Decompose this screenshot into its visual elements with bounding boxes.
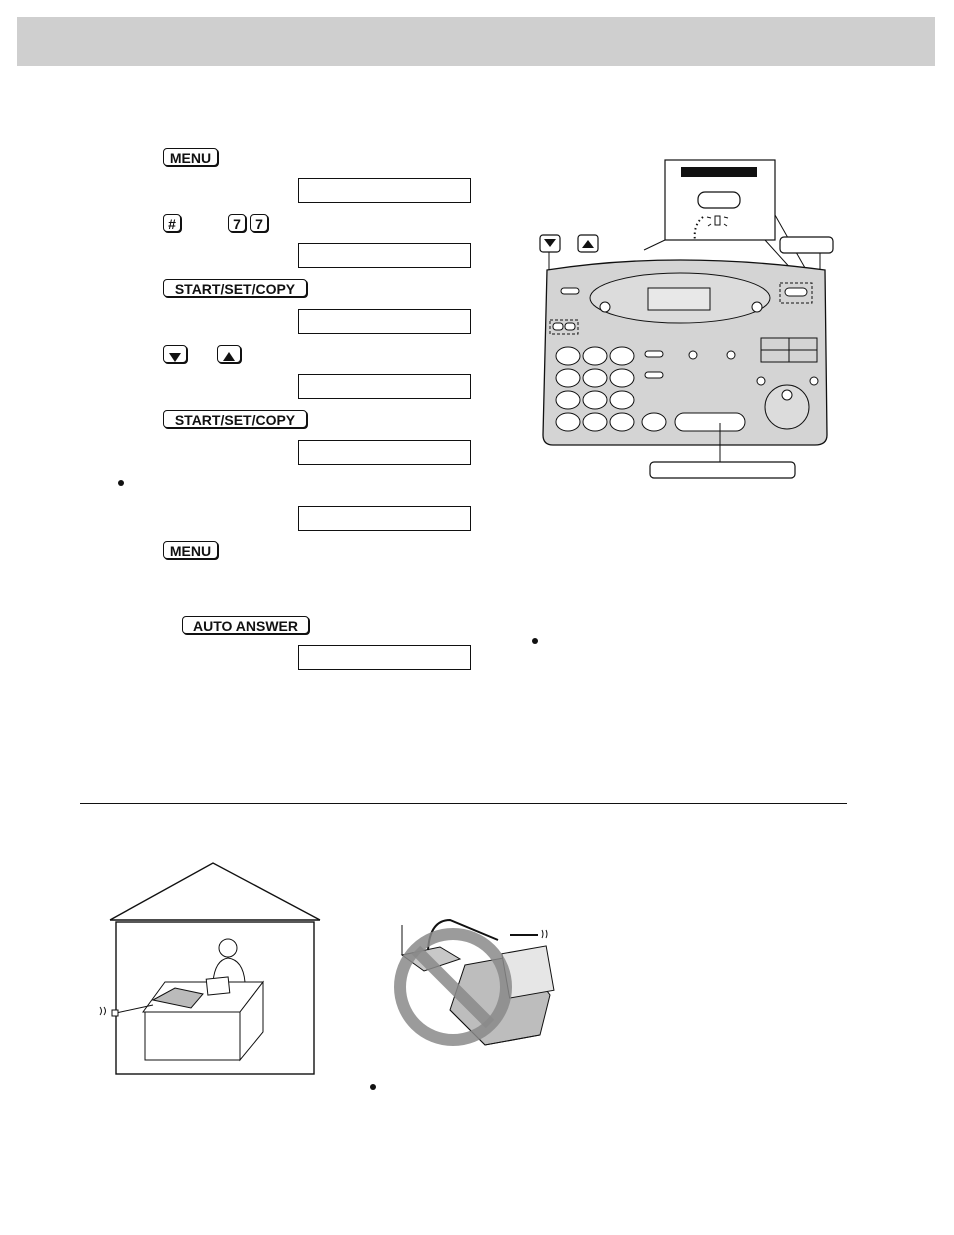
seven-key[interactable]: 7 — [250, 214, 268, 232]
bullet — [370, 1084, 376, 1090]
display-box — [298, 645, 471, 670]
triangle-down-icon — [169, 353, 181, 363]
callout-label-box — [650, 462, 795, 478]
bullet — [118, 480, 124, 486]
display-box — [298, 243, 471, 268]
hash-key[interactable]: # — [163, 214, 181, 232]
house-office-illustration — [95, 860, 335, 1080]
bullet — [532, 638, 538, 644]
auto-answer-key[interactable]: AUTO ANSWER — [182, 616, 309, 634]
person-head — [219, 939, 237, 957]
menu-key[interactable]: MENU — [163, 148, 218, 166]
page-header-bar — [17, 17, 935, 66]
display-box — [298, 178, 471, 203]
lcd-display — [648, 288, 710, 310]
section-divider — [80, 803, 847, 804]
fax-machine-control-panel-diagram — [535, 155, 835, 485]
start-set-copy-button-diagram — [675, 413, 745, 431]
display-box — [298, 506, 471, 531]
start-set-copy-key[interactable]: START/SET/COPY — [163, 279, 307, 297]
triangle-up-icon — [223, 352, 235, 362]
no-extension-phone-illustration — [390, 915, 570, 1055]
callout-label-box — [780, 237, 833, 253]
seven-key[interactable]: 7 — [228, 214, 246, 232]
down-arrow-key[interactable] — [163, 345, 187, 363]
display-box — [298, 309, 471, 334]
start-set-copy-key[interactable]: START/SET/COPY — [163, 410, 307, 428]
display-box — [298, 440, 471, 465]
up-arrow-key[interactable] — [217, 345, 241, 363]
menu-key[interactable]: MENU — [163, 541, 218, 559]
display-box — [298, 374, 471, 399]
